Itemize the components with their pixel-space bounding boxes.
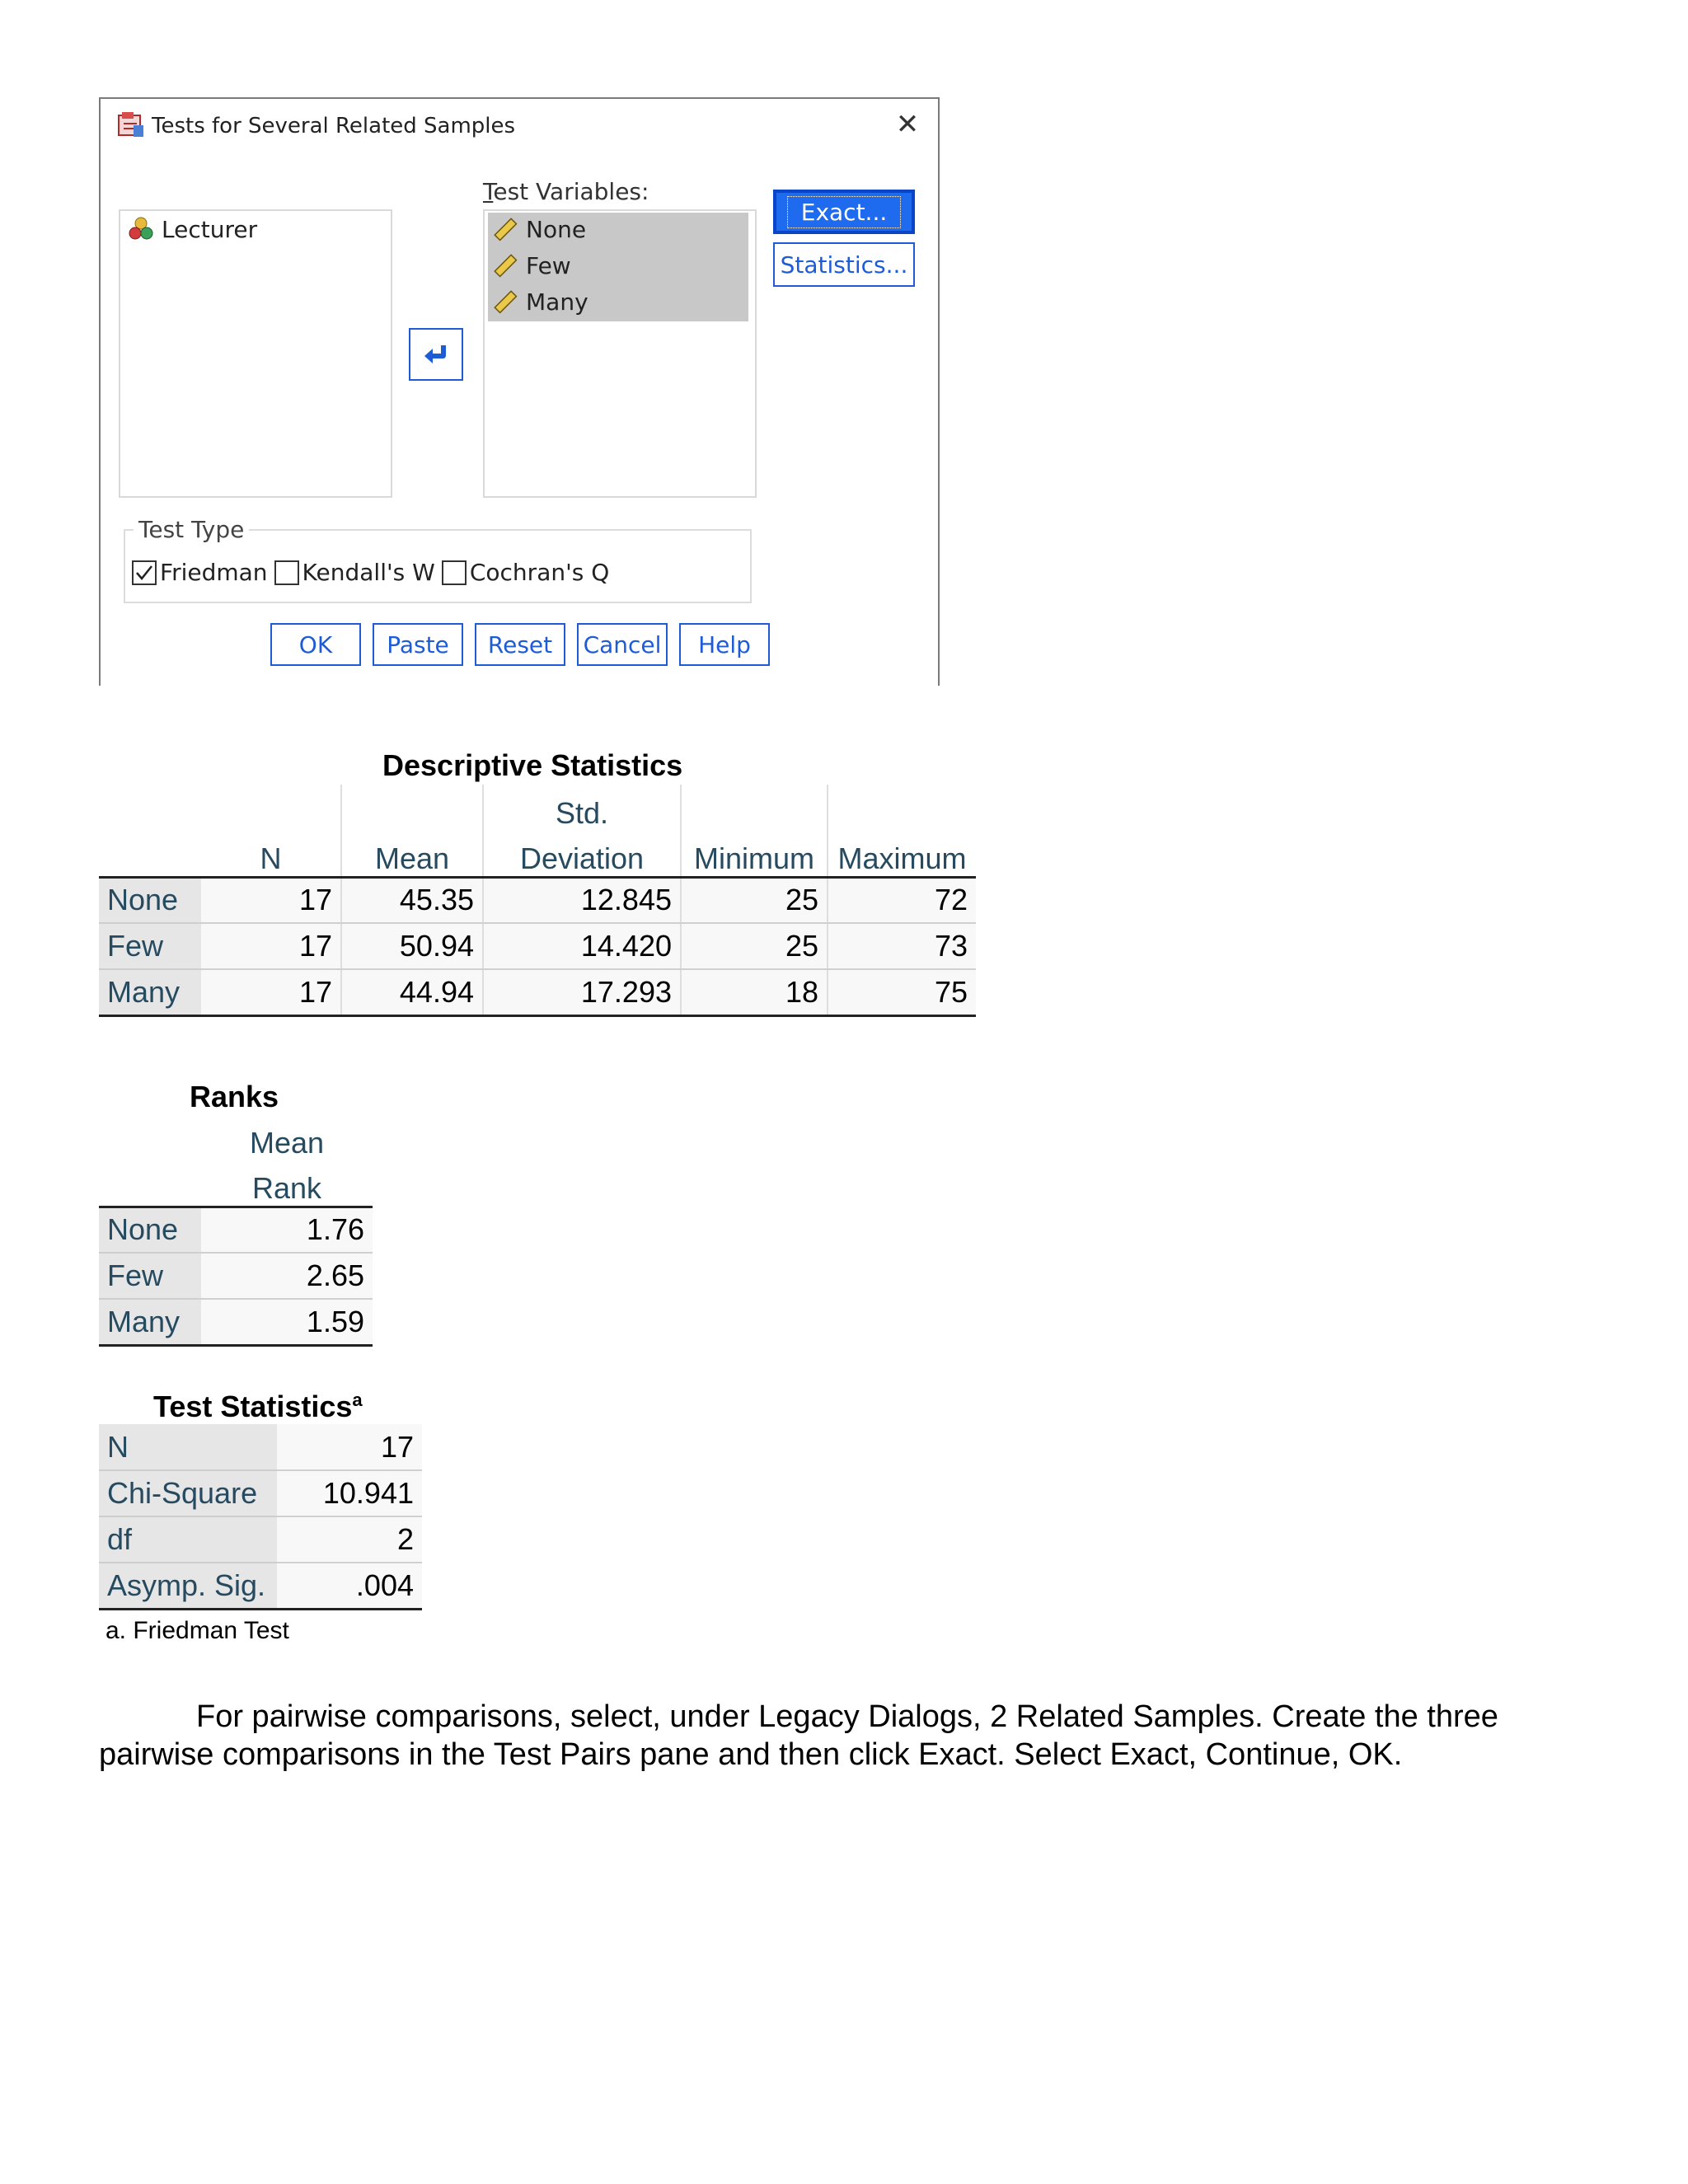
table-row <box>99 1207 373 1253</box>
cell-std: 17.293 <box>483 969 681 1015</box>
ranks-table <box>99 1114 373 1347</box>
cell-value: 2 <box>277 1516 422 1563</box>
cell-min: 18 <box>681 969 828 1015</box>
table-row <box>99 1299 373 1345</box>
cell-max: 75 <box>828 969 976 1015</box>
test-variables-list[interactable] <box>483 209 757 498</box>
cell-min: 25 <box>681 877 828 923</box>
row-label: Many <box>99 969 201 1015</box>
row-label: df <box>99 1516 277 1563</box>
list-item[interactable] <box>485 284 755 320</box>
cell-mean-rank: 1.76 <box>201 1207 373 1253</box>
ok-button-label: OK <box>298 630 333 658</box>
dialog-button-row <box>270 623 781 666</box>
descriptive-table <box>99 785 976 1017</box>
scale-ruler-icon <box>491 251 519 279</box>
row-label: Asymp. Sig. <box>99 1563 277 1609</box>
test-type-legend: Test Type <box>134 516 249 543</box>
max-header: Maximum <box>828 831 976 877</box>
dialog-titlebar <box>101 99 938 152</box>
paste-button-label: Paste <box>387 630 449 658</box>
test-stats-title-text: Test Statistics <box>153 1390 353 1423</box>
nominal-variable-icon <box>127 215 155 243</box>
cancel-button-label: Cancel <box>583 630 662 658</box>
cochrans-q-label[interactable]: Cochran's Q <box>469 559 610 586</box>
ok-button[interactable] <box>270 623 361 666</box>
list-item[interactable] <box>120 211 391 247</box>
table-row <box>99 1424 422 1470</box>
kendalls-w-label[interactable]: Kendall's W <box>302 559 435 586</box>
list-item[interactable] <box>485 211 755 247</box>
cell-value: .004 <box>277 1563 422 1609</box>
mean-rank-header-top: Mean <box>249 1126 325 1160</box>
list-item-label: Many <box>526 288 588 316</box>
cell-mean: 45.35 <box>341 877 483 923</box>
instructions-text: For pairwise comparisons, select, under Legacy Dialogs, 2 Related Samples. Create the three pairwise comparisons in the Test Pairs pane and then click Exact. Select Exact, Continue, OK. <box>99 1699 1498 1772</box>
scale-ruler-icon <box>491 288 519 316</box>
app-icon <box>117 110 145 138</box>
cell-mean: 50.94 <box>341 923 483 969</box>
cell-std: 14.420 <box>483 923 681 969</box>
cell-value: 10.941 <box>277 1470 422 1516</box>
dialog-title: Tests for Several Related Samples <box>152 114 516 138</box>
kendalls-w-checkbox[interactable] <box>274 560 299 585</box>
help-button[interactable] <box>679 623 770 666</box>
test-stats-table <box>99 1424 422 1610</box>
cell-min: 25 <box>681 923 828 969</box>
move-arrow-button[interactable] <box>409 328 463 381</box>
exact-button-label: Exact... <box>787 196 902 228</box>
n-header: N <box>201 831 341 877</box>
reset-button-label: Reset <box>487 630 553 658</box>
exact-button[interactable] <box>773 190 915 234</box>
cell-mean-rank: 1.59 <box>201 1299 373 1345</box>
paste-button[interactable] <box>373 623 463 666</box>
table-row <box>99 969 976 1015</box>
cell-mean-rank: 2.65 <box>201 1253 373 1299</box>
list-item-label: Few <box>526 251 571 279</box>
test-stats-footnote: a. Friedman Test <box>106 1617 289 1644</box>
statistics-button[interactable] <box>773 242 915 287</box>
row-label: None <box>99 877 201 923</box>
table-row <box>99 1470 422 1516</box>
instructions-paragraph <box>99 1698 1599 1774</box>
test-stats-title-sup: a <box>352 1390 363 1410</box>
friedman-label[interactable]: Friedman <box>160 559 268 586</box>
list-item-label: None <box>526 215 587 243</box>
row-label: Few <box>99 923 201 969</box>
cancel-button[interactable] <box>577 623 668 666</box>
cell-value: 17 <box>277 1424 422 1470</box>
min-header: Minimum <box>681 831 828 877</box>
mean-header: Mean <box>341 831 483 877</box>
descriptive-title: Descriptive Statistics <box>382 748 683 782</box>
source-variable-list[interactable] <box>119 209 392 498</box>
cell-n: 17 <box>201 923 341 969</box>
cell-max: 73 <box>828 923 976 969</box>
table-row <box>99 1253 373 1299</box>
list-item[interactable] <box>485 247 755 284</box>
cell-n: 17 <box>201 969 341 1015</box>
dialog-window <box>99 97 940 686</box>
mean-rank-header-bottom: Rank <box>201 1160 373 1207</box>
test-type-options <box>132 559 616 586</box>
table-row <box>99 1563 422 1609</box>
std-header-top: Std. <box>483 785 681 831</box>
table-row <box>99 877 976 923</box>
checkmark-icon <box>134 563 154 583</box>
cell-std: 12.845 <box>483 877 681 923</box>
test-variables-label-text: est Variables: <box>493 178 649 205</box>
list-item-label: Lecturer <box>162 215 258 243</box>
row-label: None <box>99 1207 201 1253</box>
cochrans-q-checkbox[interactable] <box>442 560 467 585</box>
help-button-label: Help <box>698 630 751 658</box>
row-label: N <box>99 1424 277 1470</box>
statistics-button-label: Statistics... <box>780 251 908 279</box>
reset-button[interactable] <box>475 623 565 666</box>
test-variables-label: Test Variables: <box>483 178 649 205</box>
close-icon[interactable]: ✕ <box>895 108 920 141</box>
arrow-left-icon <box>421 342 451 367</box>
cell-n: 17 <box>201 877 341 923</box>
table-row <box>99 923 976 969</box>
ranks-title: Ranks <box>190 1080 279 1113</box>
row-label: Chi-Square <box>99 1470 277 1516</box>
friedman-checkbox[interactable] <box>132 560 157 585</box>
scale-ruler-icon <box>491 215 519 243</box>
table-row <box>99 1516 422 1563</box>
cell-mean: 44.94 <box>341 969 483 1015</box>
row-label: Few <box>99 1253 201 1299</box>
row-label: Many <box>99 1299 201 1345</box>
cell-max: 72 <box>828 877 976 923</box>
std-header-bottom: Deviation <box>483 831 681 877</box>
test-stats-title <box>153 1390 363 1424</box>
